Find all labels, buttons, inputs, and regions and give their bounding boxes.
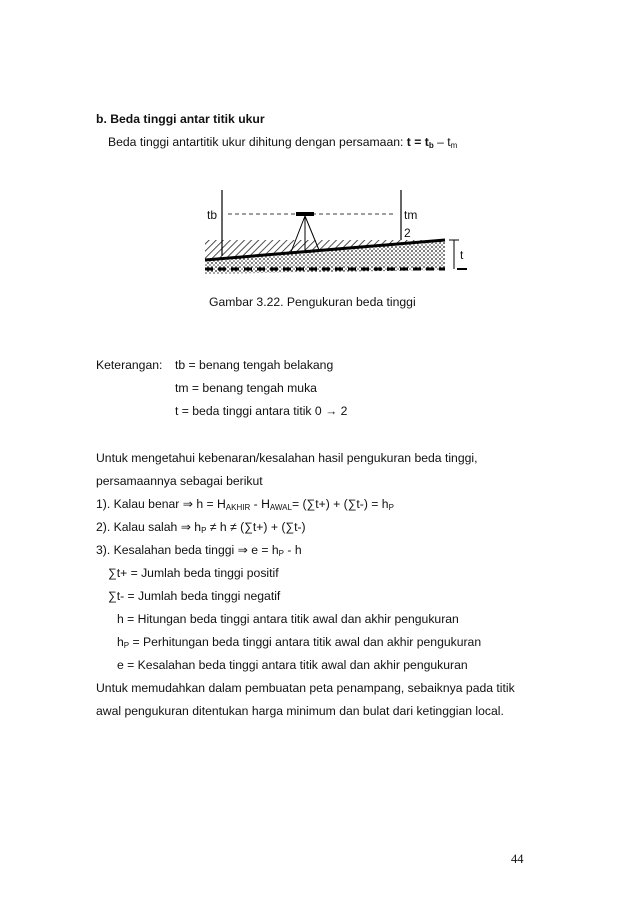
paragraph-1-line-1: Untuk mengetahui kebenaran/kesalahan hasil pengukuran beda tinggi, — [96, 451, 478, 465]
item-1 — [96, 497, 394, 512]
formula-sub-m: m — [450, 141, 458, 150]
item-2-post: ≠ h ≠ (∑t+) + (∑t-) — [206, 520, 306, 534]
leveling-diagram — [195, 190, 485, 275]
definition-sum-negative: ∑t- = Jumlah beda tinggi negatif — [108, 589, 281, 603]
item-1-sub-p: P — [388, 503, 394, 512]
formula-sub-b: b — [428, 141, 434, 150]
keterangan-title: Keterangan: — [96, 358, 163, 372]
formula-minus: – t — [433, 135, 451, 149]
item-3-sub-p: P — [278, 549, 285, 558]
definition-sum-positive: ∑t+ = Jumlah beda tinggi positif — [108, 566, 279, 580]
figure-caption: Gambar 3.22. Pengukuran beda tinggi — [209, 295, 416, 309]
item-2 — [96, 520, 306, 535]
label-t: t — [460, 248, 464, 262]
definition-hp — [117, 635, 481, 650]
item-1-pre: 1). Kalau benar ⇒ h = H — [96, 497, 226, 511]
definition-hp-post: = Perhitungan beda tinggi antara titik awal dan akhir pengukuran — [129, 635, 482, 649]
intro-text: Beda tinggi antartitik ukur dihitung dengan persamaan: — [108, 135, 404, 149]
item-1-post: = (∑t+) + (∑t-) = h — [291, 497, 389, 511]
item-1-mid: - H — [250, 497, 270, 511]
paragraph-1-line-2: persamaannya sebagai berikut — [96, 474, 263, 488]
definition-hp-sub: P — [123, 641, 130, 650]
level-instrument-icon — [296, 212, 314, 216]
section-heading: b. Beda tinggi antar titik ukur — [96, 112, 265, 126]
formula-t: t = t — [406, 135, 429, 149]
page-number: 44 — [511, 852, 524, 866]
keterangan-line-1: tb = benang tengah belakang — [175, 358, 334, 372]
item-2-pre: 2). Kalau salah ⇒ h — [96, 520, 202, 534]
item-1-sub-akhir: AKHIR — [225, 503, 251, 512]
label-2: 2 — [404, 226, 411, 240]
leveling-diagram-svg — [195, 190, 485, 275]
item-2-sub-p: P — [201, 526, 207, 535]
paragraph-2-line-1: Untuk memudahkan dalam pembuatan peta penampang, sebaiknya pada titik — [96, 681, 515, 695]
label-tm: tm — [404, 208, 418, 222]
definition-hp-pre: h — [117, 635, 124, 649]
item-3-pre: 3). Kesalahan beda tinggi ⇒ e = h — [96, 543, 279, 557]
item-1-sub-awal: AWAL — [269, 503, 292, 512]
keterangan-line-3: t = beda tinggi antara titik 0 → 2 — [175, 404, 348, 418]
item-3 — [96, 543, 302, 558]
definition-h: h = Hitungan beda tinggi antara titik awal dan akhir pengukuran — [117, 612, 459, 626]
label-tb: tb — [207, 208, 218, 222]
paragraph-2-line-2: awal pengukuran ditentukan harga minimum dan bulat dari ketinggian local. — [96, 704, 504, 718]
keterangan-line-2: tm = benang tengah muka — [175, 381, 317, 395]
item-3-post: - h — [284, 543, 302, 557]
definition-e: e = Kesalahan beda tinggi antara titik awal dan akhir pengukuran — [117, 658, 468, 672]
intro-formula-line — [108, 135, 457, 150]
